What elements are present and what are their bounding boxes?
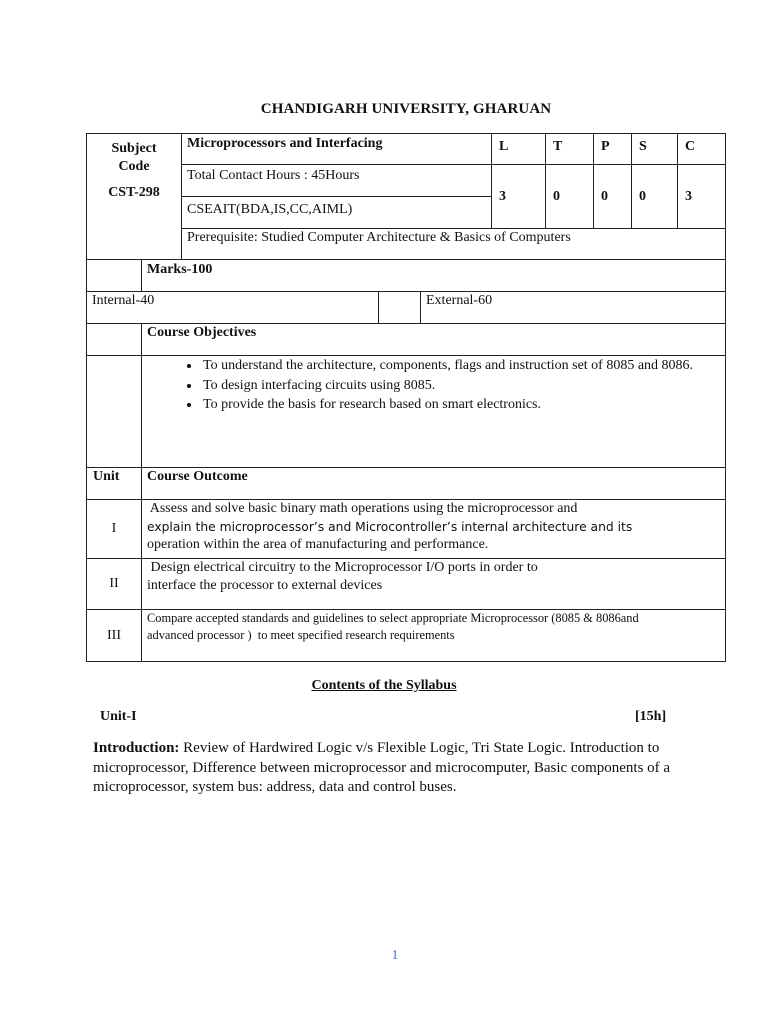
unit-hours: [15h] [635, 709, 667, 724]
marks-external: External-60 [421, 292, 726, 324]
outcome-text-line: explain the microprocessor’s and Microcontroller’s internal architecture and its [147, 520, 633, 534]
ltpsc-header-l: L [492, 134, 546, 165]
subject-code-cell [87, 134, 182, 260]
objective-item: • To provide the basis for research based on smart electronics. [201, 395, 720, 415]
marks-internal: Internal-40 [87, 292, 379, 324]
university-title: CHANDIGARH UNIVERSITY, GHARUAN [260, 101, 552, 117]
ltpsc-value-c: 3 [678, 165, 726, 229]
page-number: 1 [391, 948, 399, 963]
ltpsc-value-p: 0 [594, 165, 632, 229]
prerequisite: Prerequisite: Studied Computer Architecture & Basics of Computers [182, 229, 726, 260]
ltpsc-value-s: 0 [632, 165, 678, 229]
objectives-list [147, 356, 720, 415]
unit-number-iii: III [87, 610, 142, 662]
outcome-text-line: Design electrical circuitry to the Microprocessor I/O ports in order to [147, 560, 538, 575]
outcome-row-i [142, 500, 726, 559]
introduction-title: Introduction: [93, 740, 180, 756]
outcome-text-line: Compare accepted standards and guidelines to select appropriate Microprocessor (8085 & 8086and [147, 611, 639, 625]
introduction-text: Review of Hardwired Logic v/s Flexible Logic, Tri State Logic. Introduction to microprocessor, Difference between microprocessor and microcomputer, Basic components of a microprocessor, system bus: address, data and control buses. [93, 740, 671, 796]
ltpsc-value-t: 0 [546, 165, 594, 229]
unit-number-i: I [87, 500, 142, 559]
contact-hours: Total Contact Hours : 45Hours [182, 165, 492, 197]
unit-label: Unit-I [100, 709, 137, 724]
objectives-heading: Course Objectives [142, 324, 726, 356]
outcome-row-ii [142, 559, 726, 610]
ltpsc-header-c: C [678, 134, 726, 165]
objectives-list-spacer [87, 356, 142, 468]
outcome-text-line: advanced processor ) to meet specified research requirements [147, 628, 455, 642]
subject-name: Microprocessors and Interfacing [182, 134, 492, 165]
outcome-header: Course Outcome [142, 468, 726, 500]
contents-heading: Contents of the Syllabus [311, 678, 457, 693]
ltpsc-header-t: T [546, 134, 594, 165]
ltpsc-header-p: P [594, 134, 632, 165]
course-table [86, 133, 726, 662]
ltpsc-value-l: 3 [492, 165, 546, 229]
objective-item: • To design interfacing circuits using 8085. [201, 376, 720, 396]
subject-code: CST-298 [108, 185, 160, 200]
subject-label-line2: Code [118, 159, 150, 174]
unit-header: Unit [87, 468, 142, 500]
outcome-row-iii [142, 610, 726, 662]
marks-divider-cell [379, 292, 421, 324]
objectives-spacer [87, 324, 142, 356]
marks-spacer [87, 260, 142, 292]
outcome-text-line: Assess and solve basic binary math operations using the microprocessor and [147, 501, 578, 516]
programme: CSEAIT(BDA,IS,CC,AIML) [182, 197, 492, 229]
introduction-paragraph [93, 739, 693, 798]
outcome-text-line: interface the processor to external devices [147, 578, 383, 593]
objective-item: • To understand the architecture, components, flags and instruction set of 8085 and 8086. [201, 356, 720, 376]
outcome-text-line: operation within the area of manufacturing and performance. [147, 537, 489, 552]
unit-number-ii: II [87, 559, 142, 610]
ltpsc-header-s: S [632, 134, 678, 165]
objectives-cell [142, 356, 726, 468]
marks-total: Marks-100 [142, 260, 726, 292]
subject-label-line1: Subject [111, 141, 157, 156]
